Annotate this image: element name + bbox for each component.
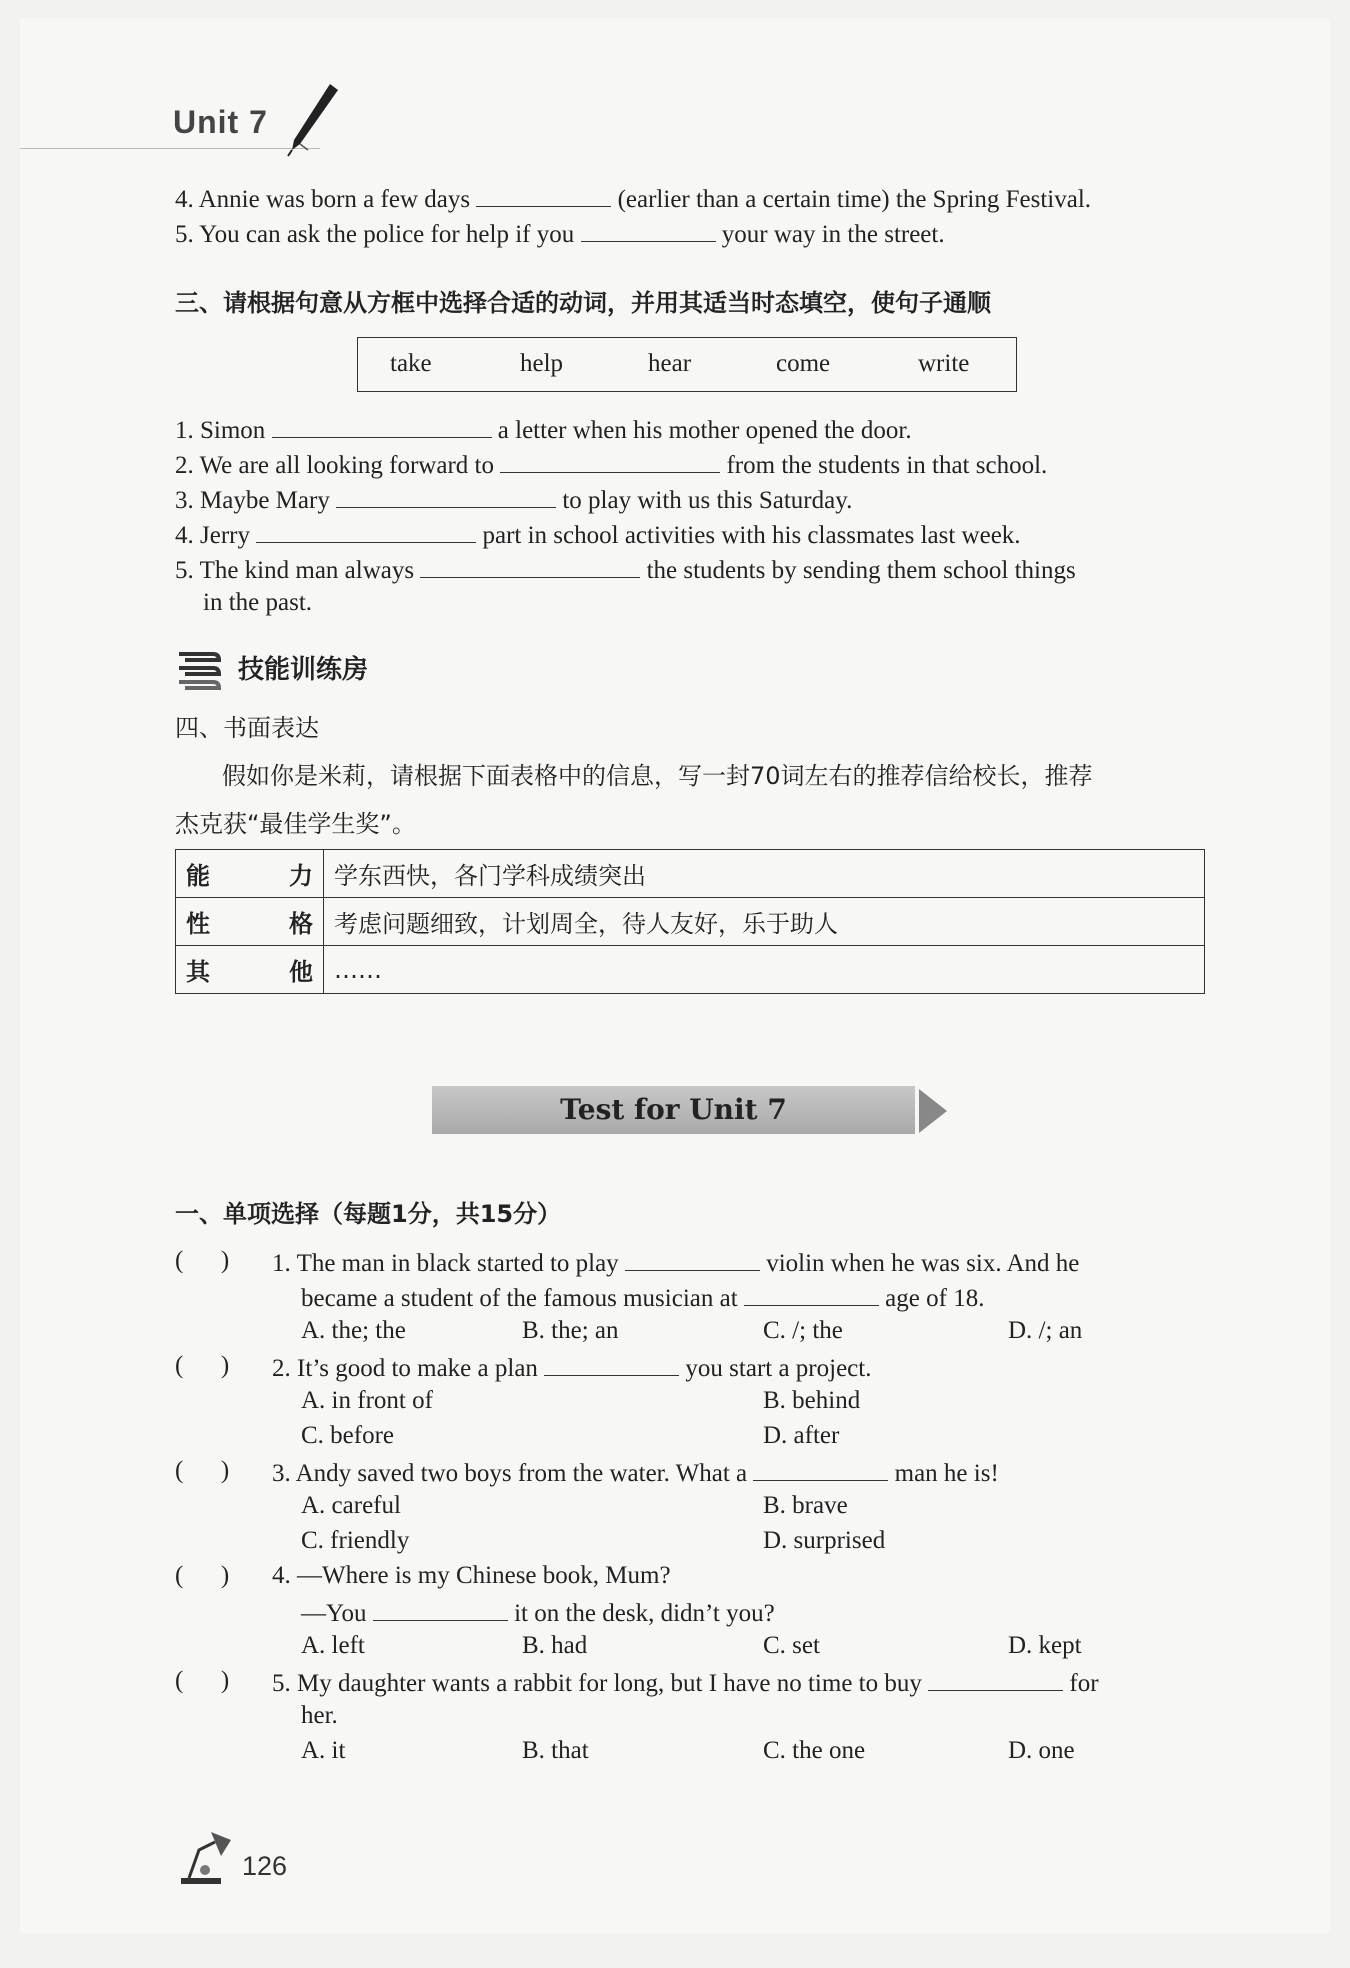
- exercise-line: 4. Jerry part in school activities with his classmates last week.: [175, 516, 1021, 553]
- prompt-text: 杰克获“最佳学生奖”。: [175, 810, 416, 838]
- skills-title: 技能训练房: [238, 655, 369, 685]
- answer-blank[interactable]: [753, 1454, 888, 1481]
- option-d[interactable]: D. /; an: [1008, 1317, 1083, 1344]
- exercise-line: 3. Maybe Mary to play with us this Saturday.: [175, 481, 852, 518]
- row-value: ……: [324, 946, 1205, 994]
- answer-blank[interactable]: [625, 1244, 760, 1271]
- row-label: 其 他: [176, 946, 324, 994]
- option-c[interactable]: C. the one: [763, 1737, 866, 1764]
- answer-blank[interactable]: [272, 411, 492, 438]
- unit-title: Unit 7: [173, 104, 268, 140]
- header-rule: [20, 148, 320, 149]
- exercise-line: 2. We are all looking forward to from the students in that school.: [175, 446, 1047, 483]
- word-option: help: [520, 350, 564, 377]
- question-line-continued: her.: [301, 1702, 338, 1729]
- answer-bracket[interactable]: ( ): [175, 1352, 230, 1379]
- option-a[interactable]: A. the; the: [301, 1317, 406, 1344]
- answer-blank[interactable]: [744, 1279, 879, 1306]
- pen-icon: [278, 78, 348, 158]
- answer-bracket[interactable]: ( ): [175, 1562, 230, 1589]
- question-line: 4. —Where is my Chinese book, Mum?: [272, 1562, 671, 1589]
- answer-blank[interactable]: [336, 481, 556, 508]
- answer-blank[interactable]: [476, 180, 611, 207]
- answer-bracket[interactable]: ( ): [175, 1667, 230, 1694]
- option-a[interactable]: A. it: [301, 1737, 346, 1764]
- question-line: 5. My daughter wants a rabbit for long, but I have no time to buy for: [272, 1664, 1099, 1701]
- row-label: 能 力: [176, 850, 324, 898]
- answer-blank[interactable]: [581, 215, 716, 242]
- exercise-line: 5. The kind man always the students by sending them school things: [175, 551, 1076, 588]
- answer-blank[interactable]: [256, 516, 476, 543]
- table-row: [176, 898, 1205, 946]
- option-c[interactable]: C. set: [763, 1632, 820, 1659]
- option-a[interactable]: A. in front of: [301, 1387, 433, 1414]
- table-row: [176, 850, 1205, 898]
- word-option: hear: [648, 350, 692, 377]
- option-b[interactable]: B. the; an: [522, 1317, 619, 1344]
- word-option: write: [918, 350, 970, 377]
- workbook-page: [20, 18, 1330, 1933]
- answer-blank[interactable]: [500, 446, 720, 473]
- answer-blank[interactable]: [420, 551, 640, 578]
- section-title: 一、单项选择（每题1分，共15分）: [175, 1200, 562, 1228]
- row-label: 性 格: [176, 898, 324, 946]
- question-line: 2. It’s good to make a plan you start a project.: [272, 1349, 871, 1386]
- answer-bracket[interactable]: ( ): [175, 1457, 230, 1484]
- option-b[interactable]: B. behind: [763, 1387, 861, 1414]
- desk-lamp-icon: [175, 1826, 237, 1888]
- option-d[interactable]: D. surprised: [763, 1527, 886, 1554]
- option-b[interactable]: B. that: [522, 1737, 589, 1764]
- skills-section-icon: [175, 648, 221, 692]
- exercise-line: 1. Simon a letter when his mother opened the door.: [175, 411, 912, 448]
- row-value: 考虑问题细致，计划周全，待人友好，乐于助人: [324, 898, 1205, 946]
- test-banner: Test for Unit 7: [432, 1086, 915, 1134]
- arrow-right-icon: [919, 1089, 947, 1133]
- exercise-line-continued: in the past.: [203, 589, 313, 616]
- option-a[interactable]: A. left: [301, 1632, 365, 1659]
- option-c[interactable]: C. friendly: [301, 1527, 410, 1554]
- word-option: come: [776, 350, 831, 377]
- word-option: take: [390, 350, 432, 377]
- row-value: 学东西快，各门学科成绩突出: [324, 850, 1205, 898]
- question-line: became a student of the famous musician at age of 18.: [301, 1279, 984, 1316]
- option-b[interactable]: B. had: [522, 1632, 588, 1659]
- exercise-line: 5. You can ask the police for help if you your way in the street.: [175, 215, 945, 252]
- section-title: 三、请根据句意从方框中选择合适的动词，并用其适当时态填空，使句子通顺: [175, 289, 991, 317]
- answer-blank[interactable]: [373, 1594, 508, 1621]
- exercise-line: 4. Annie was born a few days (earlier than a certain time) the Spring Festival.: [175, 180, 1091, 217]
- answer-blank[interactable]: [928, 1664, 1063, 1691]
- answer-blank[interactable]: [544, 1349, 679, 1376]
- prompt-text: 假如你是米莉，请根据下面表格中的信息，写一封70词左右的推荐信给校长，推荐: [222, 762, 1093, 790]
- option-d[interactable]: D. kept: [1008, 1632, 1082, 1659]
- question-line: 3. Andy saved two boys from the water. What a man he is!: [272, 1454, 999, 1491]
- option-d[interactable]: D. one: [1008, 1737, 1075, 1764]
- table-row: [176, 946, 1205, 994]
- answer-bracket[interactable]: ( ): [175, 1247, 230, 1274]
- option-d[interactable]: D. after: [763, 1422, 840, 1449]
- section-title: 四、书面表达: [175, 714, 319, 742]
- option-c[interactable]: C. before: [301, 1422, 395, 1449]
- question-line: —You it on the desk, didn’t you?: [301, 1594, 775, 1631]
- info-table: [175, 849, 1205, 994]
- option-b[interactable]: B. brave: [763, 1492, 848, 1519]
- option-a[interactable]: A. careful: [301, 1492, 401, 1519]
- word-box: [357, 337, 1017, 392]
- question-line: 1. The man in black started to play violin when he was six. And he: [272, 1244, 1079, 1281]
- page-number: 126: [242, 1851, 288, 1881]
- option-c[interactable]: C. /; the: [763, 1317, 843, 1344]
